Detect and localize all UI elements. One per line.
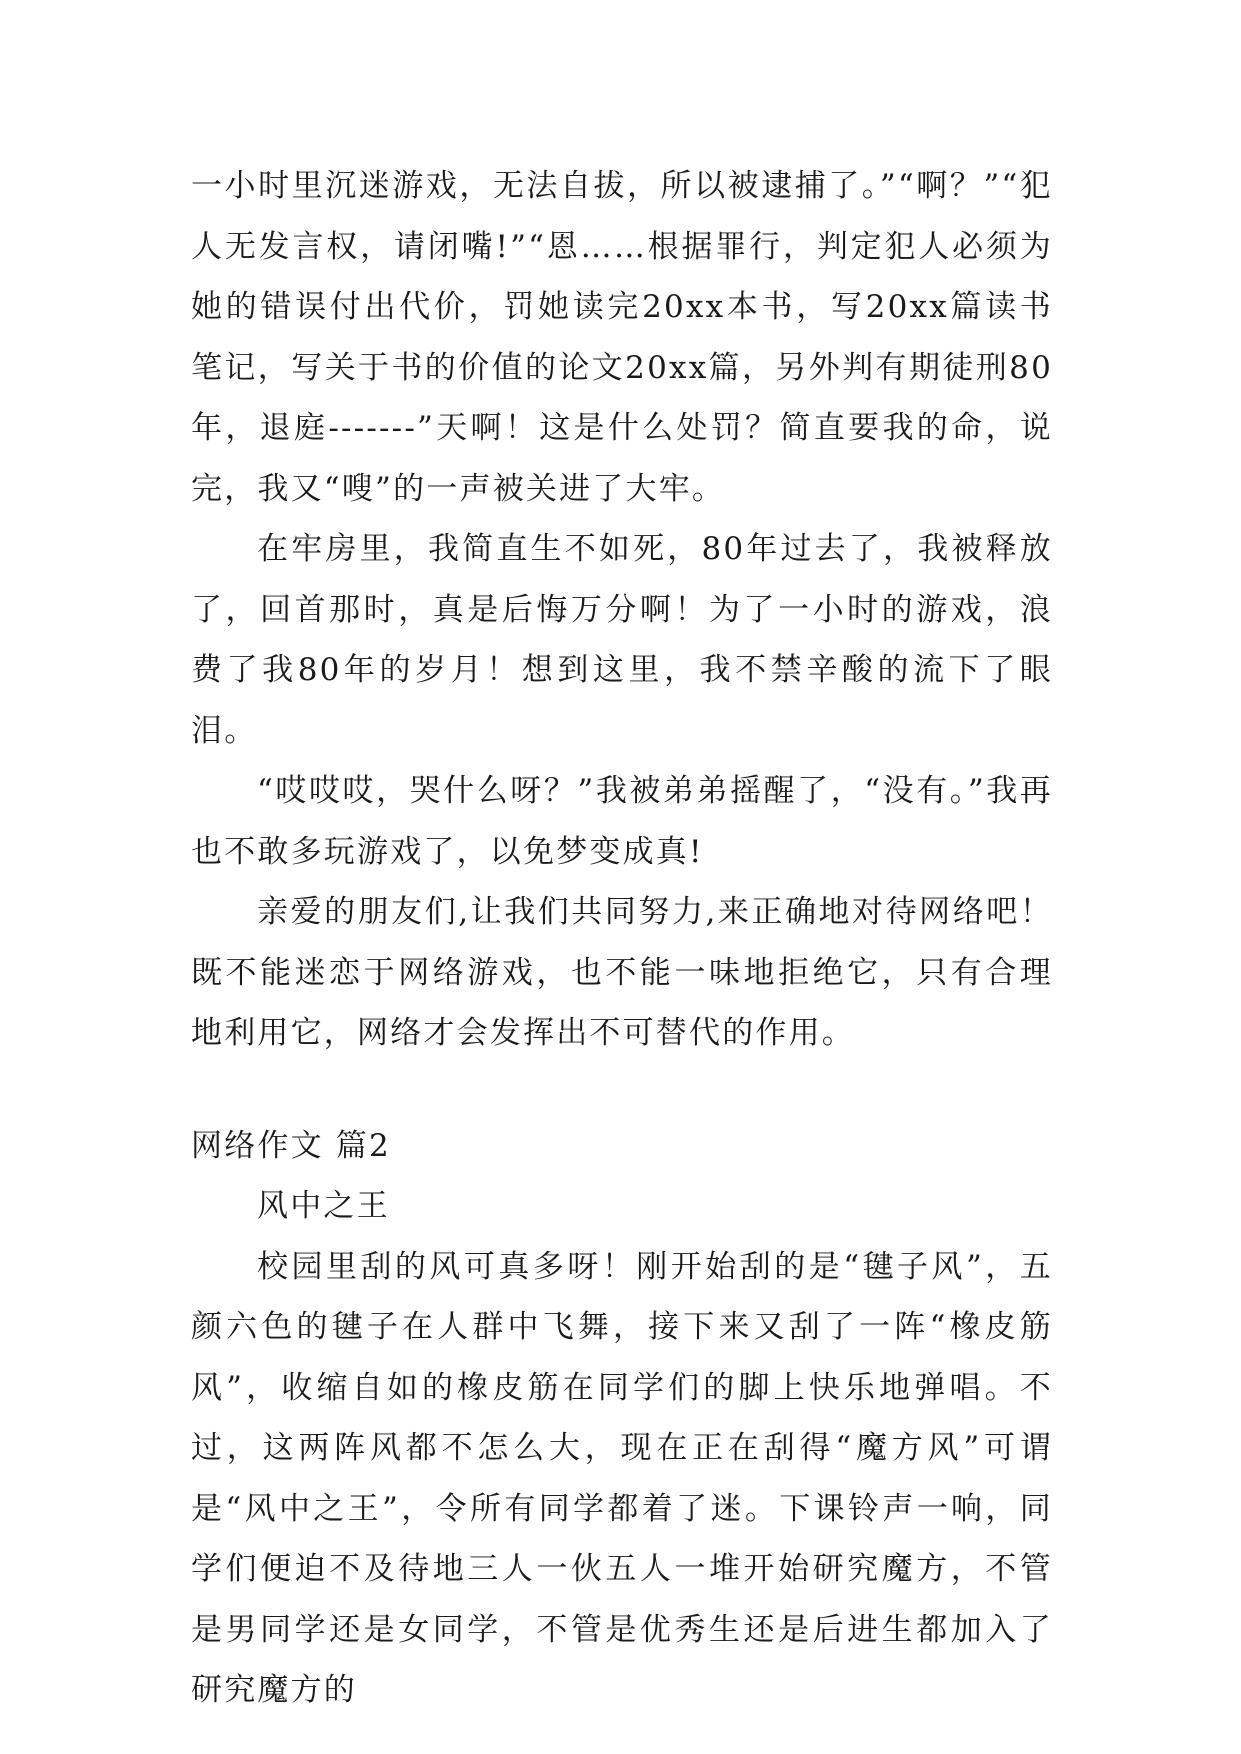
section-spacer [191,1064,1053,1116]
document-body [191,156,1053,1721]
paragraph-2: 在牢房里，我简直生不如死，80年过去了，我被释放了，回首那时，真是后悔万分啊！为了一小时的游戏，浪费了我80年的岁月！想到这里，我不禁辛酸的流下了眼泪。 [191,531,1053,749]
paragraph-5: 校园里刮的风可真多呀！刚开始刮的是“毽子风”，五颜六色的毽子在人群中飞舞，接下来又刮了一阵“橡皮筋风”，收缩自如的橡皮筋在同学们的脚上快乐地弹唱。不过，这两阵风都不怎么大，现在正在刮得“魔方风”可谓是“风中之王”，令所有同学都着了迷。下课铃声一响，同学们便迫不及待地三人一伙五人一堆开始研究魔方，不管是男同学还是女同学，不管是优秀生还是后进生都加入了研究魔方的 [191,1248,1053,1708]
paragraph-4: 亲爱的朋友们,让我们共同努力,来正确地对待网络吧！既不能迷恋于网络游戏，也不能一味地拒绝它，只有合理地利用它，网络才会发挥出不可替代的作用。 [191,894,1053,1051]
paragraph-3: “哎哎哎，哭什么呀？”我被弟弟摇醒了，“没有。”我再也不敢多玩游戏了，以免梦变成真! [191,773,1053,870]
paragraph-1: 一小时里沉迷游戏，无法自拔，所以被逮捕了。”“啊？”“犯人无发言权，请闭嘴!”“恩……根据罪行，判定犯人必须为她的错误付出代价，罚她读完20xx本书，写20xx篇读书笔记，写关于书的价值的论文20xx篇，另外判有期徒刑80年，退庭-------”天啊！这是什么处罚？简直要我的命，说完，我又“嗖”的一声被关进了大牢。 [191,168,1053,507]
essay-title: 风中之王 [257,1188,390,1224]
section-heading: 网络作文 篇2 [191,1127,391,1164]
